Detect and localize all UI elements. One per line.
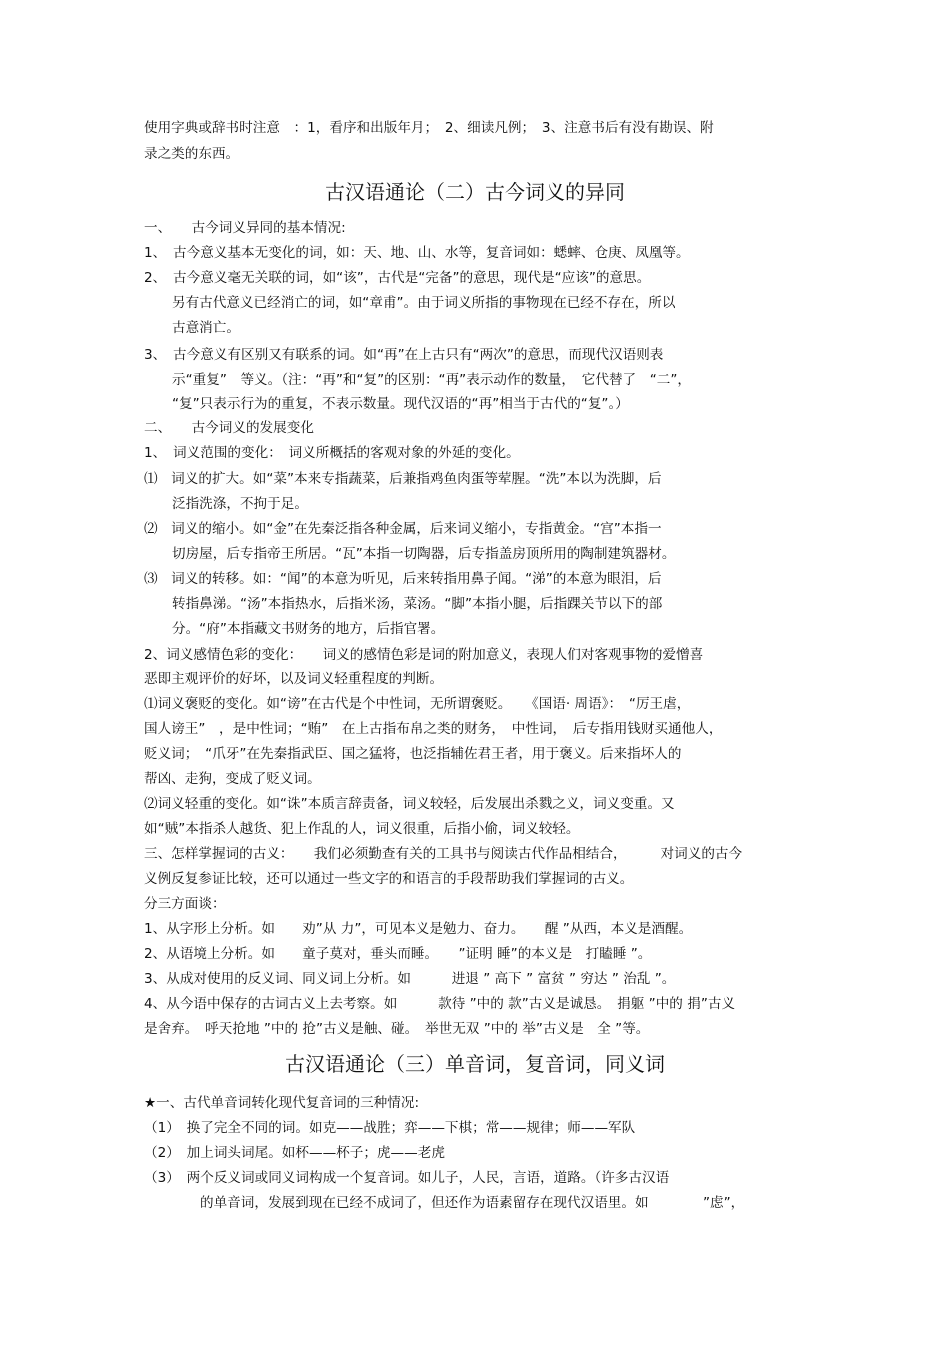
s3-line: （2） 加上词头词尾。如杯——杯子；虎——老虎: [144, 1145, 445, 1161]
s2-line: 贬义词； “爪牙”在先秦指武臣、国之猛将，也泛指辅佐君王者，用于褒义。后来指坏人的: [144, 746, 682, 762]
s2-line: 义例反复参证比较，还可以通过一些文字的和语言的手段帮助我们掌握词的古义。: [144, 871, 634, 887]
s2-line: 示“重复” 等义。（注：“再”和“复”的区别：“再”表示动作的数量， 它代替了 “二”，: [172, 372, 692, 388]
s2-line: 2、词义感情色彩的变化： 词义的感情色彩是词的附加意义，表现人们对客观事物的爱憎喜: [144, 647, 704, 663]
s2-line: 3、从成对使用的反义词、同义词上分析。如 进退 ” 高下 ” 富贫 ” 穷达 ” 治乱 ”。: [144, 971, 676, 987]
section-2-title: 古汉语通论（二）古今词义的异同: [325, 180, 625, 204]
s2-line: 如“贼”本指杀人越货、犯上作乱的人，词义很重，后指小偷，词义较轻。: [144, 821, 580, 837]
s2-line: 帮凶、走狗，变成了贬义词。: [144, 771, 321, 787]
s2-line: 一、 古今词义异同的基本情况:: [144, 220, 346, 236]
s2-line: 恶即主观评价的好坏，以及词义轻重程度的判断。: [144, 671, 444, 687]
s3-line: （1） 换了完全不同的词。如克——战胜；弈——下棋；常——规律；师——军队: [144, 1120, 636, 1136]
s2-line: 分。“府”本指藏文书财务的地方，后指官署。: [172, 621, 445, 637]
s2-line: ⑴词义褒贬的变化。如“谤”在古代是个中性词，无所谓褒贬。 《国语· 周语》： “厉王虐，: [144, 696, 691, 712]
s3-line: （3） 两个反义词或同义词构成一个复音词。如儿子，人民，言语，道路。（许多古汉语: [144, 1170, 670, 1186]
s2-line: 另有古代意义已经消亡的词，如“章甫”。由于词义所指的事物现在已经不存在，所以: [172, 295, 676, 311]
s2-line: 2、 古今意义毫无关联的词，如“该”，古代是“完备”的意思，现代是“应该”的意思。: [144, 270, 651, 286]
s2-line: ⑶ 词义的转移。如：“闻”的本意为听见，后来转指用鼻子闻。“涕”的本意为眼泪，后: [144, 571, 662, 587]
s2-line: 分三方面谈：: [144, 896, 226, 912]
s2-line: 切房屋，后专指帝王所居。“瓦”本指一切陶器，后专指盖房顶所用的陶制建筑器材。: [172, 546, 676, 562]
s2-line: 二、 古今词义的发展变化: [144, 420, 314, 436]
s2-line: 转指鼻涕。“汤”本指热水，后指米汤，菜汤。“脚”本指小腿，后指踝关节以下的部: [172, 596, 663, 612]
s2-line: 1、 古今意义基本无变化的词，如：天、地、山、水等，复音词如：蟋蟀、仓庚、凤凰等。: [144, 245, 690, 261]
intro-line-1: 使用字典或辞书时注意 ：1，看序和出版年月； 2、细读凡例； 3、注意书后有没有勘误、附: [144, 120, 714, 136]
s3-line: ★一、古代单音词转化现代复音词的三种情况:: [144, 1095, 420, 1111]
s2-line: 古意消亡。: [172, 320, 240, 336]
s2-line: “复”只表示行为的重复，不表示数量。现代汉语的“再”相当于古代的“复”。）: [172, 396, 629, 412]
s2-line: ⑵词义轻重的变化。如“诛”本质言辞责备，词义较轻，后发展出杀戮之义，词义变重。又: [144, 796, 675, 812]
s2-line: 泛指洗涤，不拘于足。: [172, 496, 308, 512]
s2-line: 2、从语境上分析。如 童子莫对，垂头而睡。 ”证明 睡”的本义是 打瞌睡 ”。: [144, 946, 652, 962]
s2-line: 三、怎样掌握词的古义： 我们必须勤查有关的工具书与阅读古代作品相结合， 对词义的古今: [144, 846, 743, 862]
s2-line: 3、 古今意义有区别又有联系的词。如“再”在上古只有“两次”的意思，而现代汉语则表: [144, 347, 664, 363]
s2-line: 1、 词义范围的变化： 词义所概括的客观对象的外延的变化。: [144, 445, 520, 461]
s2-line: 4、从今语中保存的古词古义上去考察。如 款待 ”中的 款”古义是诚恳。 捐躯 ”中的 捐”古义: [144, 996, 736, 1012]
section-3-title: 古汉语通论（三）单音词，复音词，同义词: [285, 1052, 665, 1076]
s3-line: 的单音词，发展到现在已经不成词了，但还作为语素留存在现代汉语里。如 ”虑”，: [200, 1195, 745, 1211]
s2-line: 1、从字形上分析。如 劝”从 力”，可见本义是勉力、奋力。 醒 ”从西，本义是酒醒。: [144, 921, 693, 937]
s2-line: ⑵ 词义的缩小。如“金”在先秦泛指各种金属，后来词义缩小，专指黄金。“宫”本指一: [144, 521, 662, 537]
s2-line: ⑴ 词义的扩大。如“菜”本来专指蔬菜，后兼指鸡鱼肉蛋等荤腥。“洗”本以为洗脚，后: [144, 471, 662, 487]
s2-line: 国人谤王” ，是中性词；“贿” 在上古指布帛之类的财务， 中性词， 后专指用钱财买通他人，: [144, 721, 723, 737]
s2-line: 是舍弃。 呼天抢地 ”中的 抢”古义是触、碰。 举世无双 ”中的 举”古义是 全 ”等。: [144, 1021, 650, 1037]
intro-line-2: 录之类的东西。: [144, 146, 240, 162]
